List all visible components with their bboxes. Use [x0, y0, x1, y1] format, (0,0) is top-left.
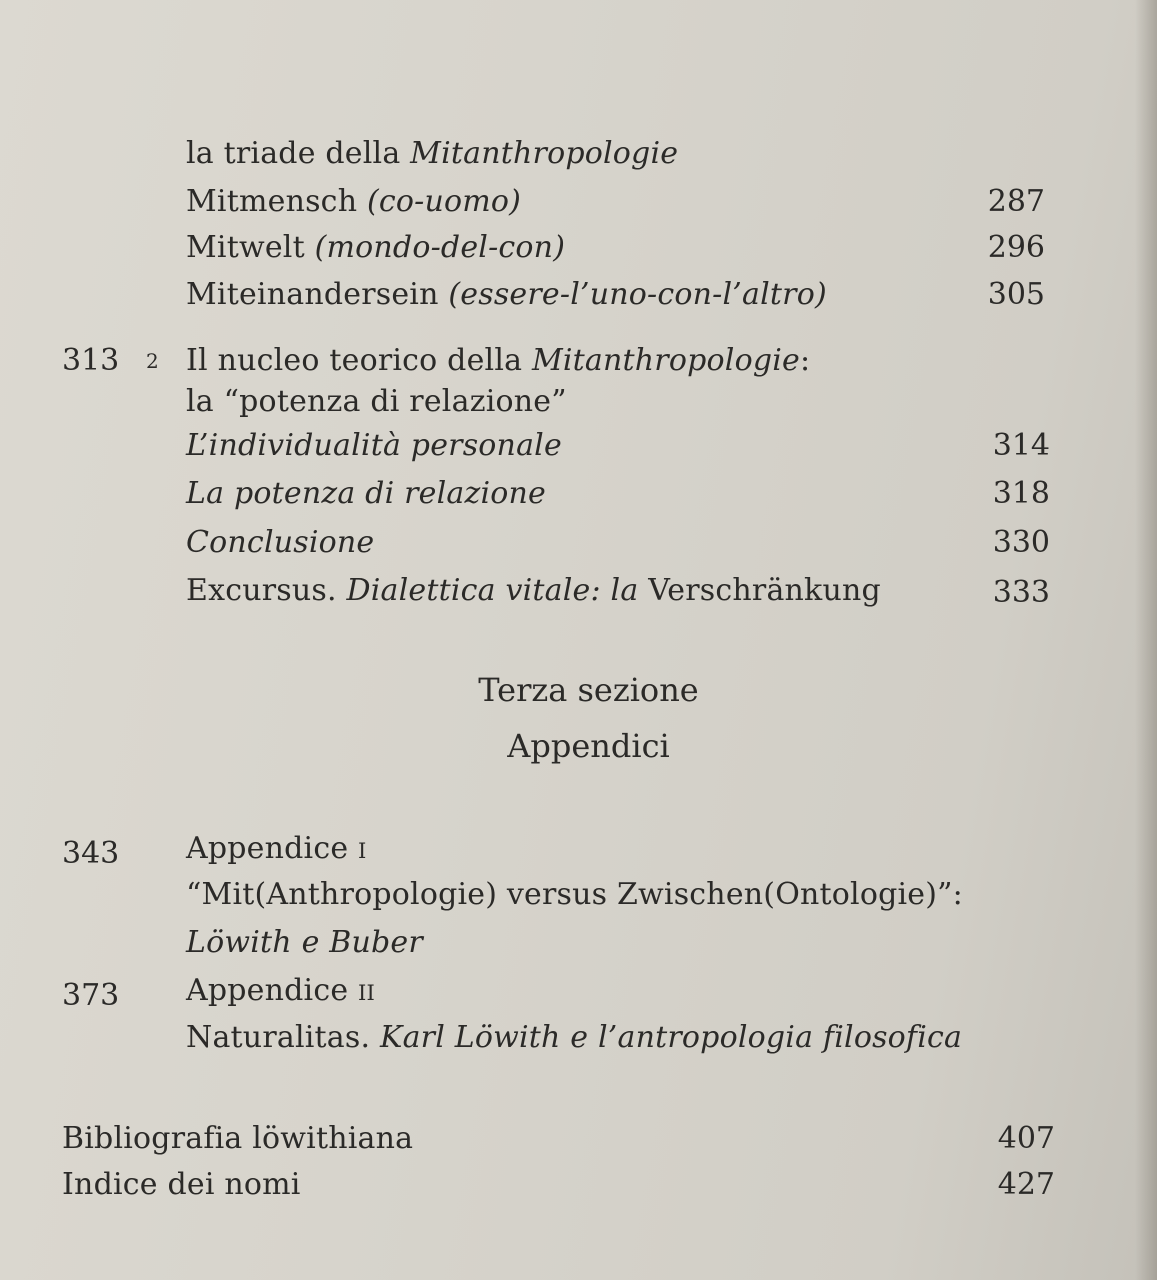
excursus-italic: Dialettica vitale: la: [346, 573, 649, 608]
toc-entry-potenza: La potenza di relazione: [186, 476, 547, 511]
appendix-title: [186, 1020, 962, 1056]
excursus-plain: Verschränkung: [648, 573, 881, 608]
toc-entry-mitwelt: [186, 230, 565, 266]
page-number: 333: [992, 575, 1050, 610]
appendix-title-line2: Löwith e Buber: [186, 925, 423, 960]
appendix-start-page: 373: [62, 978, 120, 1013]
page-number: 296: [987, 230, 1045, 265]
page-number: 318: [992, 476, 1050, 511]
excursus-label: Excursus.: [186, 573, 347, 608]
entry-label: Miteinandersein: [186, 277, 449, 312]
chapter-title-suffix: :: [799, 343, 811, 378]
appendix-label: [186, 973, 375, 1009]
page-number: 287: [987, 184, 1045, 219]
page-number: 407: [997, 1121, 1055, 1156]
toc-entry-indice: Indice dei nomi: [62, 1167, 301, 1202]
chapter-title: [186, 343, 810, 379]
page-edge-shadow: [1135, 0, 1157, 1280]
chapter-start-page: 313: [62, 343, 120, 378]
page-number: 305: [987, 277, 1045, 312]
toc-entry-mitmensch: [186, 184, 521, 220]
appendix-label: [186, 831, 367, 867]
appendix-numeral: i: [358, 831, 367, 866]
section-title: Terza sezione: [478, 671, 699, 709]
triad-heading-prefix: la triade della: [186, 136, 411, 171]
appendix-start-page: 343: [62, 836, 120, 871]
appendix-title-plain: Naturalitas.: [186, 1020, 380, 1055]
toc-entry-individualita: L’individualità personale: [186, 428, 562, 463]
entry-label-italic: (essere-l’uno-con-l’altro): [448, 277, 827, 312]
section-subtitle: Appendici: [507, 727, 670, 765]
toc-entry-bibliografia: Bibliografia löwithiana: [62, 1121, 414, 1156]
toc-entry-miteinandersein: [186, 277, 827, 313]
entry-label: Mitmensch: [186, 184, 367, 219]
appendix-label-text: Appendice: [186, 831, 359, 866]
entry-label-italic: (co-uomo): [366, 184, 522, 219]
toc-entry-excursus: [186, 573, 881, 609]
chapter-title-line2: la “potenza di relazione”: [186, 384, 567, 419]
page-number: 330: [992, 525, 1050, 560]
chapter-title-prefix: Il nucleo teorico della: [186, 343, 532, 378]
page-number: 314: [992, 428, 1050, 463]
page-number: 427: [997, 1167, 1055, 1202]
triad-heading: [186, 136, 678, 172]
entry-label-italic: (mondo-del-con): [314, 230, 566, 265]
toc-entry-conclusione: Conclusione: [186, 525, 375, 560]
entry-label: Mitwelt: [186, 230, 315, 265]
chapter-number: 2: [146, 349, 159, 373]
chapter-title-italic: Mitanthropologie: [531, 343, 800, 378]
appendix-label-text: Appendice: [186, 973, 359, 1008]
appendix-title-italic: Karl Löwith e l’antropologia filosofica: [379, 1020, 963, 1055]
appendix-numeral: ii: [358, 973, 376, 1008]
triad-heading-italic: Mitanthropologie: [410, 136, 679, 171]
appendix-title: “Mit(Anthropologie) versus Zwischen(Ontologie)”:: [186, 877, 963, 912]
